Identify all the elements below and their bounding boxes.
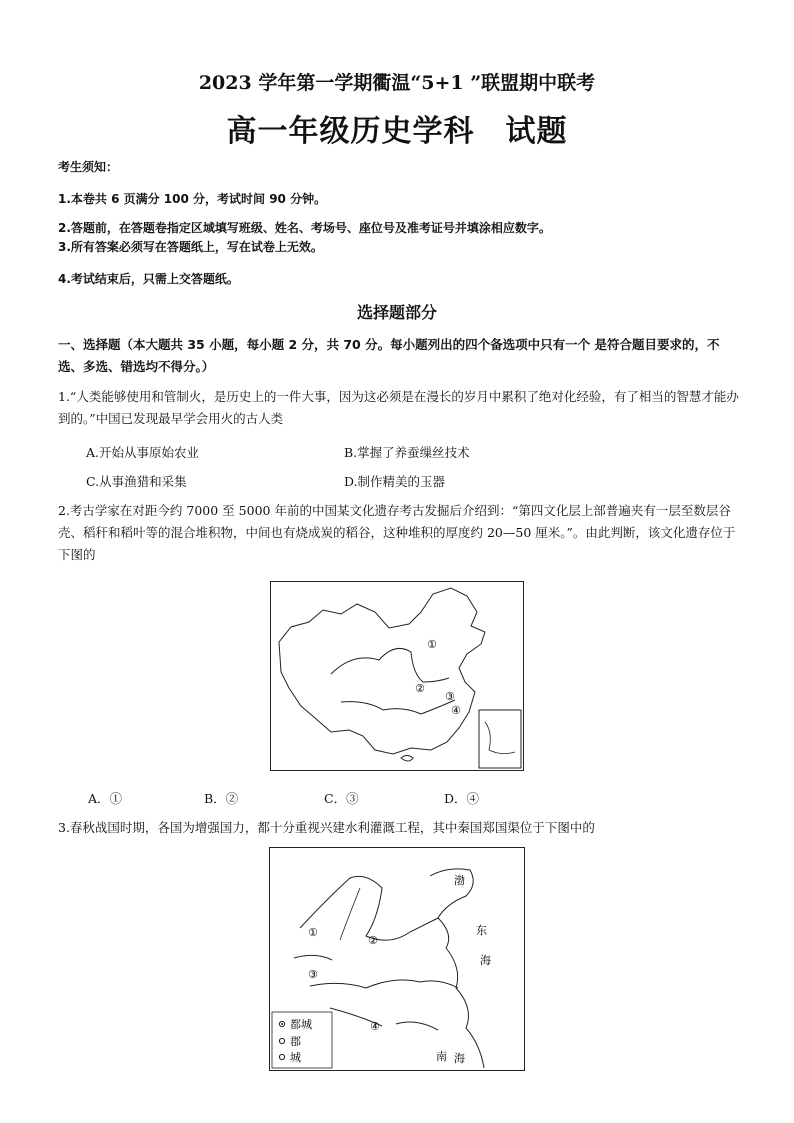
q2-option-a: A．① xyxy=(88,791,123,806)
notice-heading: 考生须知： xyxy=(58,160,119,174)
q1-option-a: A.开始从事原始农业 xyxy=(86,445,200,460)
sea-label-south: 南 xyxy=(436,1050,447,1063)
china-outline xyxy=(279,588,485,754)
legend-city-symbol xyxy=(279,1054,284,1059)
map-mark-2: ② xyxy=(415,682,425,695)
question-1-stem: 1.“人类能够使用和管制火，是历史上的一件大事，因为这必须是在漫长的岁月中累积了绝对化经验，有了相当的智慧才能办到的。”中国已发现最早学会用火的古人类 xyxy=(58,389,739,426)
q1-option-d: D.制作精美的玉器 xyxy=(344,474,446,489)
legend-commandery-symbol xyxy=(279,1038,284,1043)
map-mark-3: ③ xyxy=(308,968,318,981)
warring-states-map-q3 xyxy=(269,847,525,1071)
china-map-drawing xyxy=(271,582,523,770)
yellow-river xyxy=(300,876,438,940)
coastline xyxy=(430,869,484,1068)
q2-option-c: C．③ xyxy=(324,791,359,806)
sea-label-east: 东 xyxy=(476,924,487,937)
china-map-q2 xyxy=(270,581,524,771)
exam-title-line1: 2023 学年第一学期衢温“5+1 ”联盟期中联考 xyxy=(198,72,596,94)
instruction-text: 一、选择题（本大题共 35 小题，每小题 2 分，共 70 分。每小题列出的四个备选项中只有一个 是符合题目要求的，不选、多选、错选均不得分。） xyxy=(58,337,720,374)
legend-commandery: 郡 xyxy=(290,1035,301,1048)
q1-option-c: C.从事渔猎和采集 xyxy=(86,474,187,489)
sea-label-bohai: 渤 xyxy=(454,874,465,887)
question-3-stem: 3.春秋战国时期，各国为增强国力，都十分重视兴建水利灌溉工程，其中秦国郑国渠位于下图中的 xyxy=(58,820,595,835)
map-mark-2: ② xyxy=(368,934,378,947)
notice-item: 4.考试结束后，只需上交答题纸。 xyxy=(58,272,239,286)
south-china-sea-inset xyxy=(479,710,521,768)
q1-option-b: B.掌握了养蚕缫丝技术 xyxy=(344,445,470,460)
map-mark-3: ③ xyxy=(445,690,455,703)
q2-option-d: D．④ xyxy=(444,791,480,806)
map-mark-4: ④ xyxy=(370,1020,380,1033)
sea-label-sea2: 海 xyxy=(454,1052,465,1065)
legend-capital-dot xyxy=(281,1023,283,1025)
sea-label-sea1: 海 xyxy=(480,954,491,967)
hainan-island xyxy=(401,756,413,762)
exam-title-line2: 高一年级历史学科 试题 xyxy=(226,114,568,149)
yangtze-river xyxy=(341,700,455,714)
map-mark-1: ① xyxy=(427,638,437,651)
question-2-stem: 2.考古学家在对距今约 7000 至 5000 年前的中国某文化遗存考古发掘后介绍到：“第四文化层上部普遍夹有一层至数层谷壳、稻秆和稻叶等的混合堆积物，中间也有烧成炭的稻谷，这种堆积的厚度约 20—50 厘米。”。由此判断，该文化遗存位于下图的 xyxy=(58,503,736,562)
notice-item: 2.答题前，在答题卷指定区域填写班级、姓名、考场号、座位号及准考证号并填涂相应数字。 xyxy=(58,221,551,235)
legend-city: 城 xyxy=(290,1051,301,1064)
map-mark-1: ① xyxy=(308,926,318,939)
section-title: 选择题部分 xyxy=(356,303,437,322)
legend-capital: 都城 xyxy=(290,1018,312,1031)
notice-item: 1.本卷共 6 页满分 100 分，考试时间 90 分钟。 xyxy=(58,192,327,206)
yellow-river xyxy=(331,648,449,682)
q2-option-b: B．② xyxy=(204,791,239,806)
warring-states-map-drawing xyxy=(270,848,524,1070)
notice-item: 3.所有答案必须写在答题纸上，写在试卷上无效。 xyxy=(58,240,323,254)
yangtze-river xyxy=(310,980,458,988)
map-mark-4: ④ xyxy=(451,704,461,717)
